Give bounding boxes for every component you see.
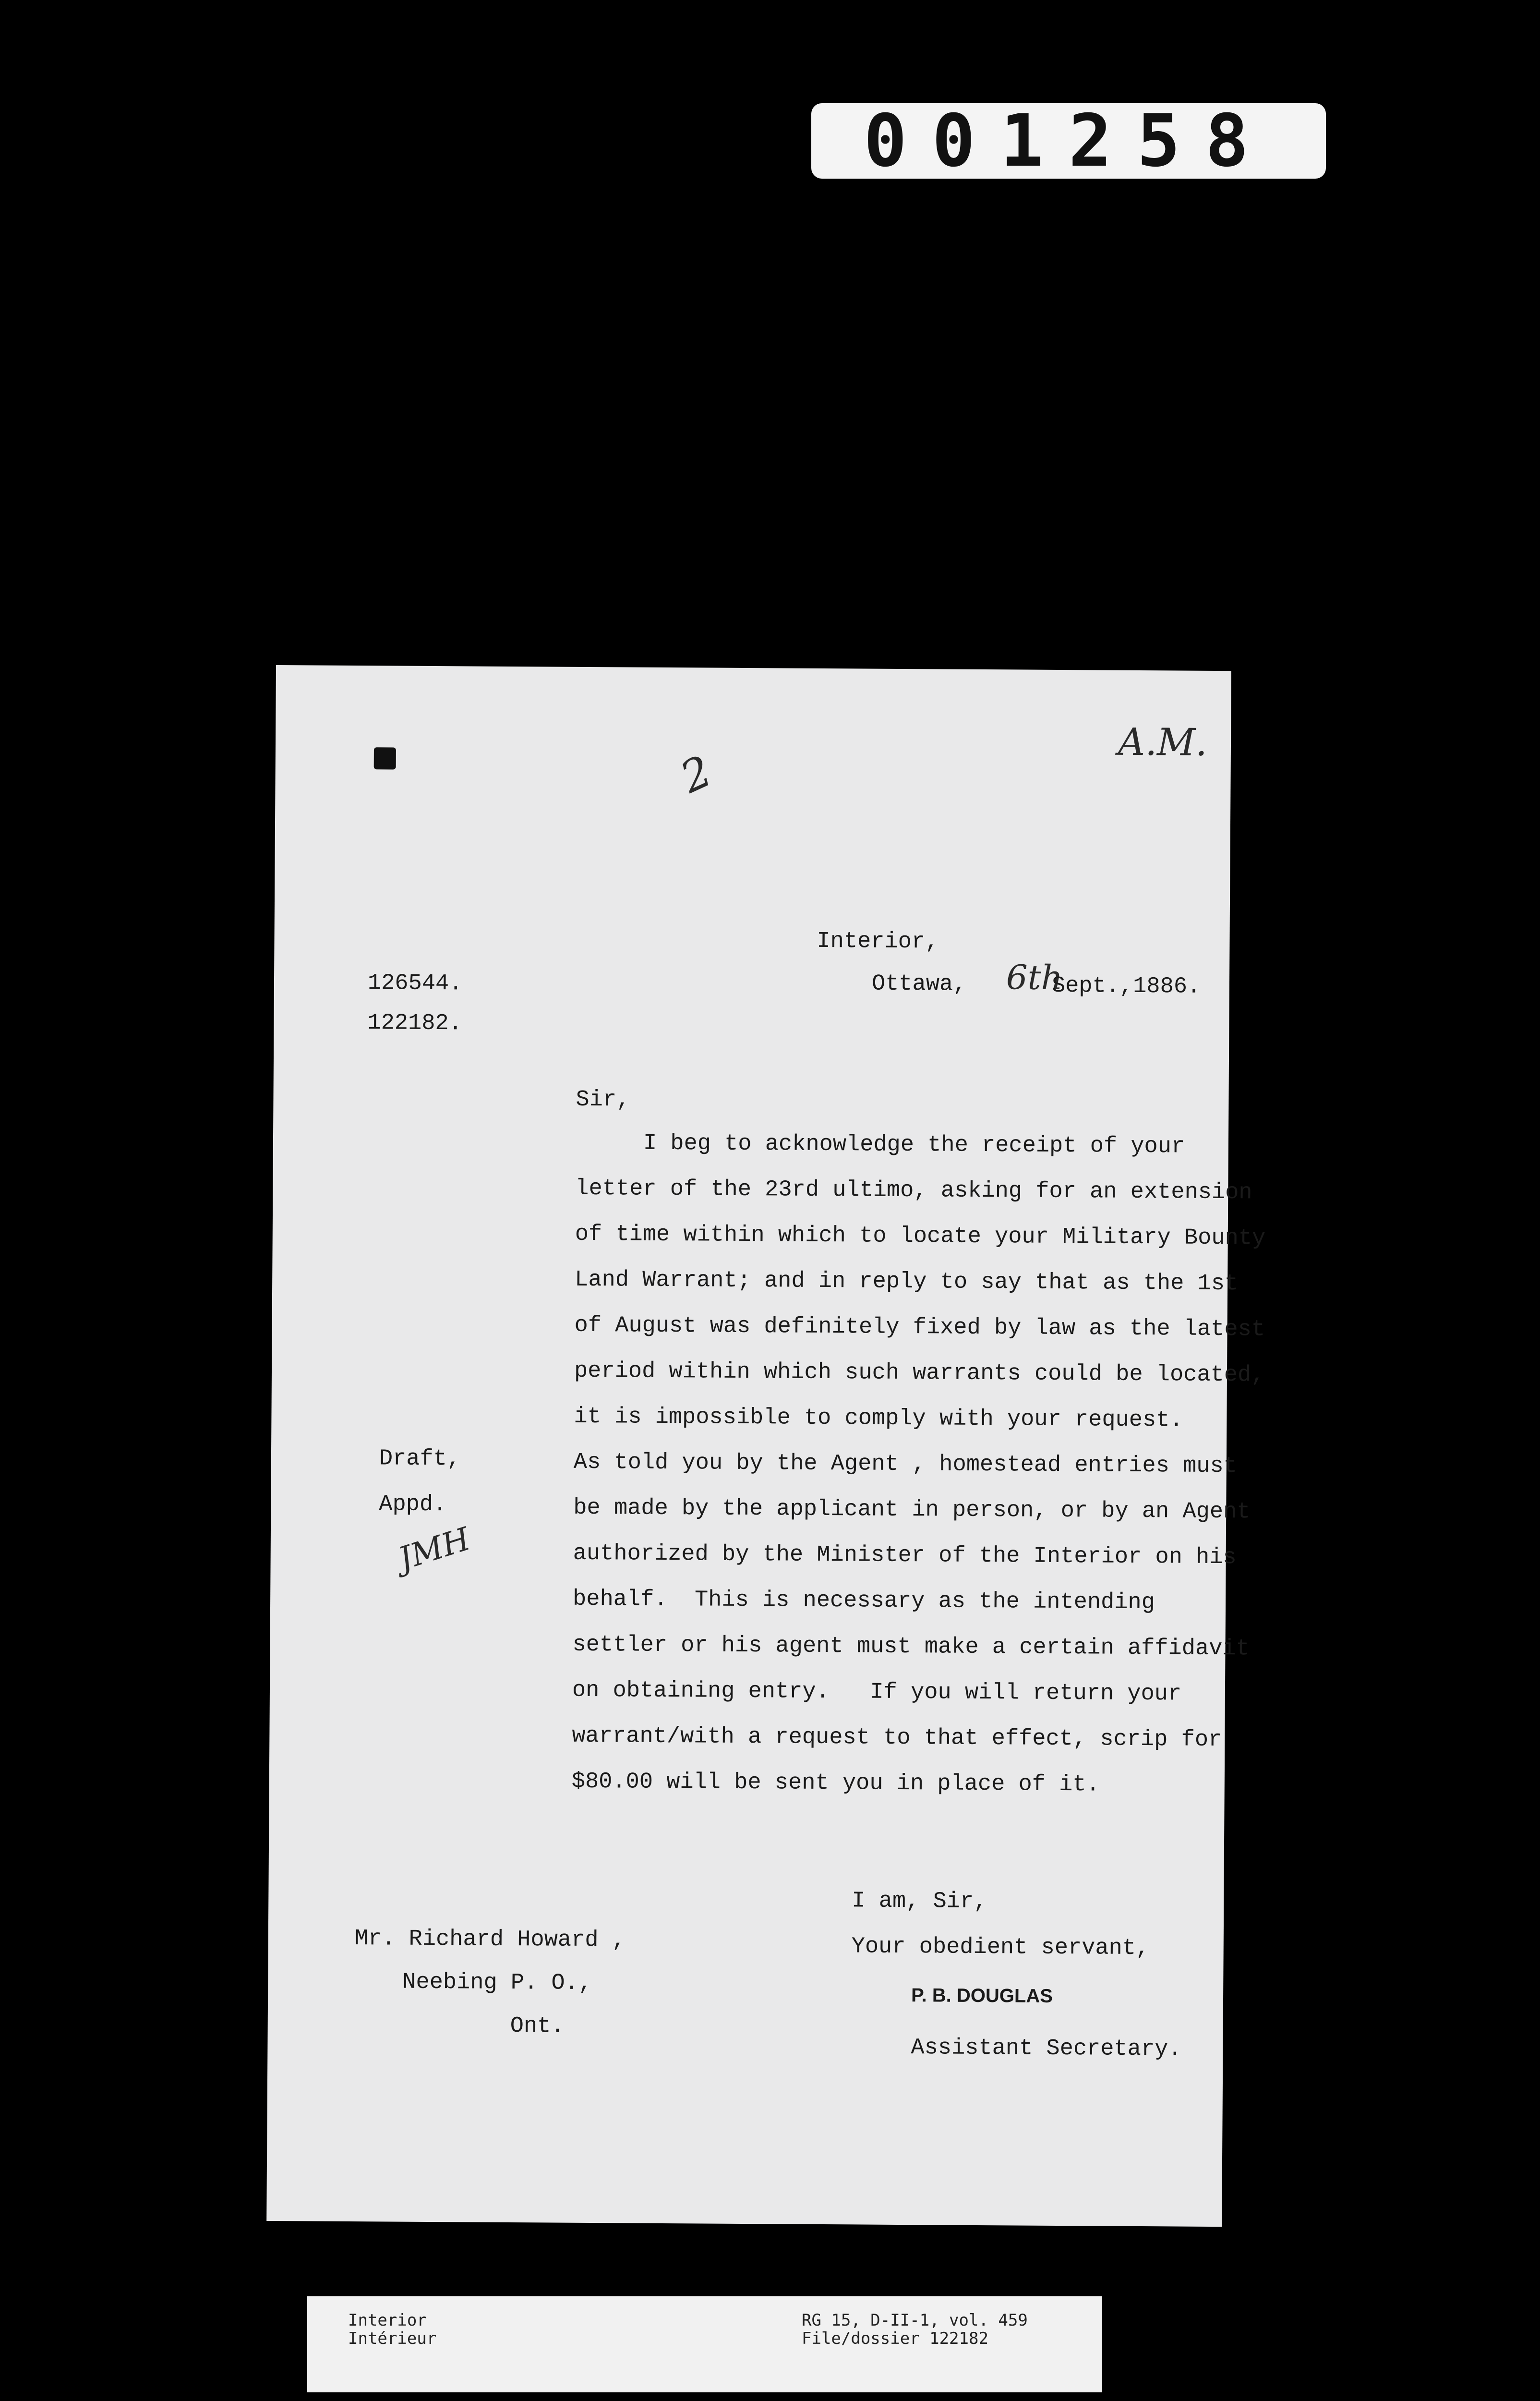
handwritten-day: 6th (1006, 958, 1063, 998)
label-right-line-2: File/dossier 122182 (802, 2329, 988, 2348)
body-line: behalf. This is necessary as the intending (572, 1586, 1155, 1616)
salutation: Sir, (576, 1087, 630, 1113)
body-line: period within which such warrants could be located, (574, 1358, 1265, 1388)
signatory-title: Assistant Secretary. (911, 2035, 1182, 2062)
punch-mark (374, 747, 396, 769)
body-line: of time within which to locate your Military Bounty (575, 1221, 1266, 1251)
department: Interior, (817, 928, 939, 955)
body-line: of August was definitely fixed by law as the latest (574, 1312, 1265, 1343)
date: Sept.,1886. (1051, 973, 1201, 1000)
addressee-name: Mr. Richard Howard , (354, 1926, 626, 1953)
body-line: it is impossible to comply with your request. (574, 1404, 1183, 1433)
body-line: $80.00 will be sent you in place of it. (571, 1769, 1100, 1798)
initials-top-right: A.M. (1118, 720, 1208, 764)
appd-label: Appd. (379, 1492, 447, 1518)
addressee-post-office: Neebing P. O., (402, 1969, 592, 1997)
addressee-province: Ont. (510, 2013, 565, 2039)
label-right-line-1: RG 15, D-II-1, vol. 459 (802, 2311, 1028, 2330)
body-line: be made by the applicant in person, or by an Agent (573, 1495, 1251, 1525)
handwritten-mark: 2 (673, 746, 720, 803)
body-line: warrant/with a request to that effect, scrip for (572, 1723, 1222, 1753)
body-line: on obtaining entry. If you will return your (572, 1677, 1182, 1707)
archive-reference-label (307, 2296, 1102, 2392)
place: Ottawa, (871, 971, 967, 997)
servant-line: Your obedient servant, (851, 1934, 1150, 1962)
label-left-line-2: Intérieur (348, 2329, 437, 2348)
closing: I am, Sir, (852, 1888, 987, 1915)
body-line: I beg to acknowledge the receipt of your (575, 1130, 1185, 1160)
body-line: As told you by the Agent , homestead entries must (573, 1449, 1238, 1479)
frame-number: 001258 (811, 103, 1326, 179)
approval-initials: JMH (394, 1520, 475, 1578)
body-line: settler or his agent must make a certain affidavit (572, 1632, 1250, 1662)
body-line: letter of the 23rd ultimo, asking for an extension (575, 1176, 1252, 1206)
body-line: Land Warrant; and in reply to say that as the 1st (575, 1267, 1239, 1297)
reference-number-2: 122182. (367, 1010, 463, 1037)
body-line: authorized by the Minister of the Interior on his (573, 1540, 1237, 1571)
draft-label: Draft, (379, 1446, 461, 1472)
label-left-line-1: Interior (348, 2311, 427, 2330)
signature-stamp: P. B. DOUGLAS (911, 1985, 1053, 2007)
letter-page (266, 665, 1266, 2227)
reference-number-1: 126544. (367, 970, 463, 997)
